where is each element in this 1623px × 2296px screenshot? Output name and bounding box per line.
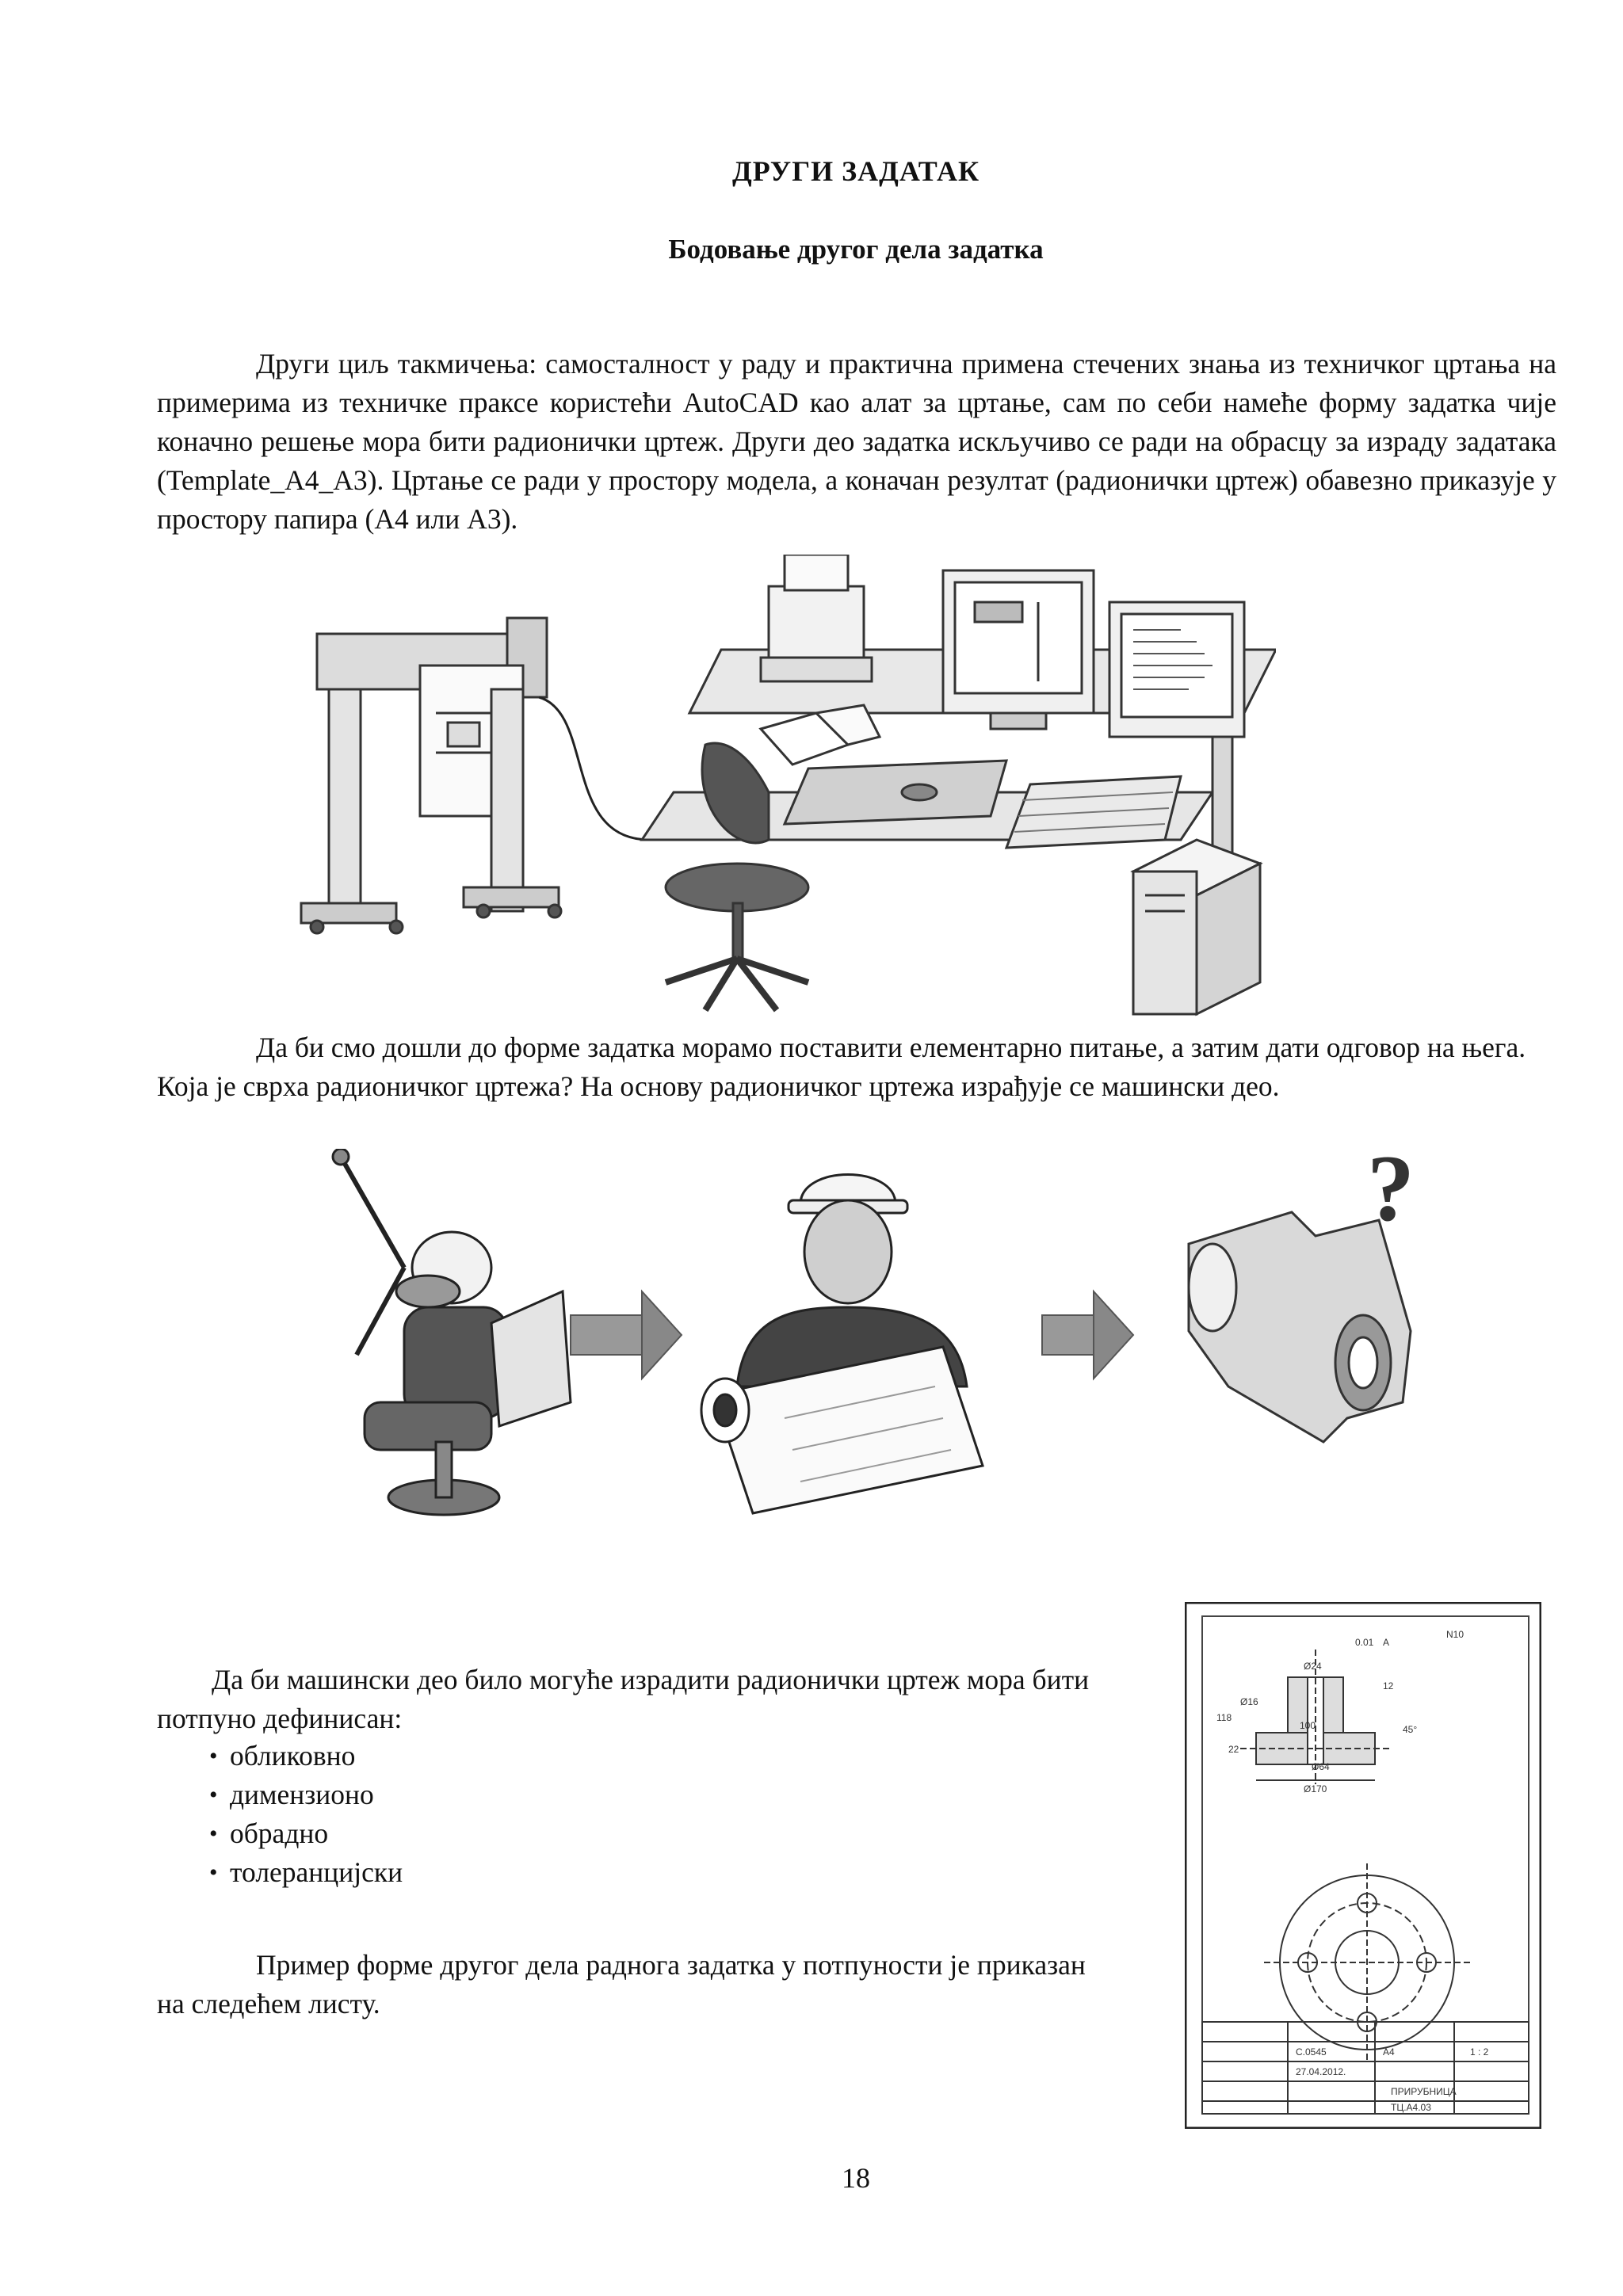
dim-label: Ø64 [1312, 1761, 1330, 1772]
dim-label: 45° [1403, 1724, 1418, 1735]
page-subtitle: Бодовање другог дела задатка [668, 234, 1044, 265]
page-number: 18 [842, 2162, 870, 2194]
intro-paragraph: Други циљ такмичења: самосталност у раду и практична примена стечених знања из техничког цртања на примерима из техничке праксе користећи AutoCAD као алат за цртање, сам по себи намеће форму задатка чије коначно решење мора бити радионички цртеж. Други део задатка искључиво се ради на обрасцу за израду задатака (Template_A4_A3). Цртање се ради у простору модела, а коначан резултат (радионички цртеж) обавезно приказује у простору папира (А4 или А3). [157, 348, 1556, 535]
designer-cartoon-icon [333, 1149, 571, 1515]
monitor-icon [1109, 602, 1244, 737]
example-paragraph: Пример форме другог дела раднога задатка у потпуности је приказан на следећем листу. [157, 1949, 1086, 2019]
dim-label: Ø16 [1240, 1696, 1258, 1707]
technical-drawing-thumbnail [1185, 1602, 1541, 2129]
material-label: C.0545 [1296, 2046, 1327, 2058]
dim-label: 12 [1383, 1680, 1394, 1691]
keyboard-icon [1006, 776, 1181, 848]
scale-label: 1 : 2 [1470, 2046, 1489, 2058]
list-item: • димензионо [157, 1775, 949, 1814]
roughness-label: N10 [1446, 1629, 1465, 1640]
format-label: A4 [1383, 2046, 1395, 2058]
plotter-icon [301, 618, 561, 933]
date-label: 27.04.2012. [1296, 2066, 1346, 2077]
monitor-icon [943, 570, 1094, 729]
dim-label: 118 [1216, 1712, 1232, 1723]
computer-tower-icon [1133, 840, 1260, 1014]
list-item: • обликовно [157, 1737, 949, 1775]
tolerance-label: 0.01 [1355, 1637, 1374, 1648]
cad-workstation-illustration [293, 555, 1276, 1022]
definition-list [157, 1737, 949, 1892]
process-illustration [309, 1149, 1482, 1521]
office-chair-icon [666, 743, 808, 1010]
worker-icon [701, 1175, 983, 1514]
list-item: • обрадно [157, 1814, 949, 1853]
drawing-number-label: ТЦ.А4.03 [1391, 2102, 1431, 2113]
page-title: ДРУГИ ЗАДАТАК [731, 155, 980, 187]
datum-label: A [1383, 1637, 1390, 1648]
list-item: • толеранцијски [157, 1853, 949, 1892]
dim-label: 100 [1300, 1720, 1316, 1731]
machine-part-icon [1189, 1212, 1411, 1442]
question-mark: ? [1367, 1149, 1415, 1241]
printer-icon [761, 555, 872, 681]
part-name-label: ПРИРУБНИЦА [1391, 2086, 1457, 2097]
arrow-right-icon [571, 1291, 682, 1379]
arrow-right-icon [1042, 1291, 1133, 1379]
dim-label: 22 [1228, 1744, 1239, 1755]
dim-label: Ø24 [1304, 1661, 1322, 1672]
question-paragraph: Да би смо дошли до форме задатка морамо поставити елементарно питање, а затим дати одговор на њега. Која је сврха радионичког цртежа? На основу радионичког цртежа израђује се машински део. [157, 1032, 1526, 1102]
definition-paragraph: Да би машински део било могуће израдити радионички цртеж мора бити потпуно дефинисан: [157, 1664, 1090, 1734]
dim-label: Ø170 [1304, 1783, 1327, 1794]
